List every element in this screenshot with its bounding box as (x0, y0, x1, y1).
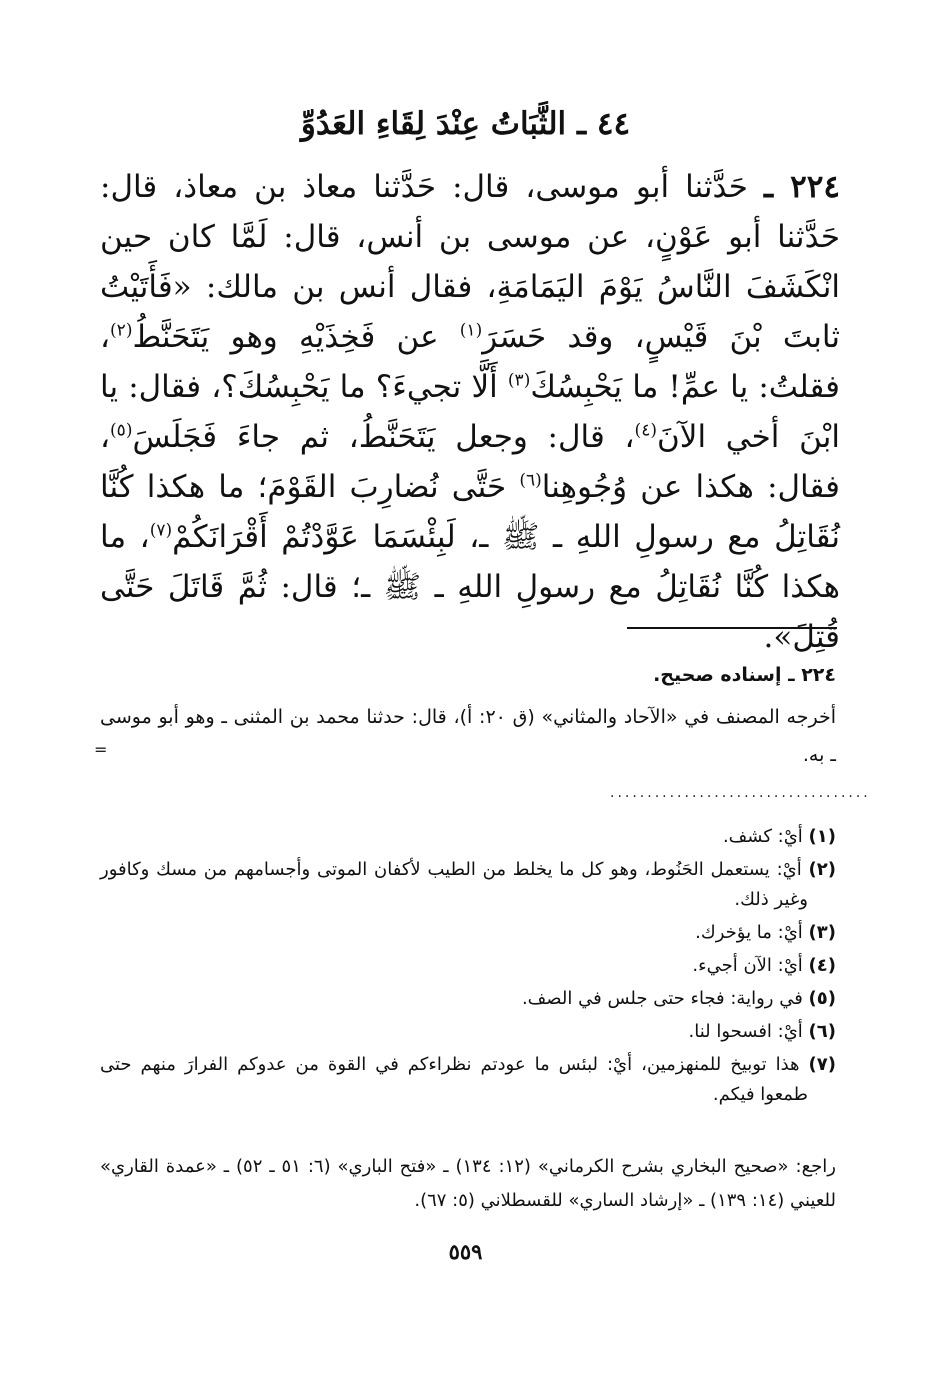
section-divider (627, 627, 837, 629)
hadith-segment-7: حَتَّى نُضارِبَ القَوْمَ؛ ما هكذا كُنَّا نُقَاتِلُ مع رسولِ اللهِ ـ ﷺ ـ، لَبِئْسَمَا عَوَّدْتُمْ أَقْرَانَكُمْ (100, 469, 840, 555)
footnote-7 (100, 1050, 836, 1110)
footnote-5 (100, 984, 836, 1014)
footnote-number: (٧) (808, 1054, 836, 1075)
hadith-segment-3: ، فقلتُ: يا عمِّ! ما يَحْبِسُكَ (100, 319, 841, 405)
footnote-number: (٦) (808, 1021, 836, 1042)
footnote-number: (١) (808, 826, 836, 847)
hadith-segment-2: عن فَخِذَيْهِ وهو يَتَحَنَّطُ (132, 319, 460, 355)
hadith-segment-4: أَلَّا تجيءَ؟ ما يَحْبِسُكَ؟، فقال: يا ابْنَ أخي الآنَ (100, 369, 840, 455)
footnote-6 (100, 1017, 836, 1047)
hadith-segment-6: ، فقال: هكذا عن وُجُوهِنا (100, 419, 840, 505)
footnote-text: أيْ: كشف. (722, 826, 809, 847)
isnad-heading: ٢٢٤ ـ إسناده صحيح. (653, 664, 836, 686)
footnote-text: هذا توبيخ للمنهزمين، أيْ: لبئس ما عودتم نظراءكم في القوة من عدوكم الفرارَ منهم حتى طمعوا فيكم. (100, 1054, 809, 1105)
footnote-ref-3[interactable]: (٣) (507, 370, 531, 391)
hadith-segment-5: ، قال: وجعل يَتَحَنَّطُ، ثم جاءَ فَجَلَسَ (132, 419, 635, 455)
continuation-mark: = (94, 740, 108, 759)
hadith-segment-1: حَدَّثنا أبو موسى، قال: حَدَّثنا معاذ بن معاذ، قال: حَدَّثنا أبو عَوْنٍ، عن موسى بن أنس، قال: لَمَّا كان حين انْكَشَفَ النَّاسُ يَوْمَ اليَمَامَةِ، فقال أنس بن مالك: «فَأَتَيْتُ ثابتَ بْنَ قَيْسٍ، وقد حَسَرَ (100, 169, 841, 355)
isnad-body: أخرجه المصنف في «الآحاد والمثاني» (ق ٢٠: أ)، قال: حدثنا محمد بن المثنى ـ وهو أبو موسى ـ به. (100, 706, 836, 766)
footnote-ref-4[interactable]: (٤) (634, 420, 658, 441)
hadith-number: ٢٢٤ ـ (764, 169, 841, 205)
footnote-text: أيْ: الآن أجيء. (692, 955, 809, 976)
footnote-4 (100, 951, 836, 981)
footnote-ref-2[interactable]: (٢) (110, 320, 133, 341)
footnote-text: أيْ: ما يؤخرك. (695, 922, 809, 943)
footnote-1 (100, 822, 836, 852)
footnote-number: (٢) (808, 859, 836, 880)
footnote-2 (100, 855, 836, 915)
footnote-ref-1[interactable]: (١) (459, 320, 483, 341)
footnote-ref-6[interactable]: (٦) (519, 470, 542, 491)
footnotes (100, 822, 836, 1113)
footnote-number: (٣) (808, 922, 836, 943)
reference-note: راجع: «صحيح البخاري بشرح الكرماني» (١٢: ١٣٤) ـ «فتح الباري» (٦: ٥١ ـ ٥٢) ـ «عمدة القاري» للعيني (١٤: ١٣٩) ـ «إرشاد الساري» للقسطلاني (٥: ٦٧). (100, 1156, 836, 1211)
footnote-text: أيْ: افسحوا لنا. (688, 1021, 809, 1042)
footnote-text: في رواية: فجاء حتى جلس في الصف. (521, 988, 809, 1009)
chapter-title: ٤٤ ـ الثَّبَاتُ عِنْدَ لِقَاءِ العَدُوِّ (300, 106, 631, 142)
dotted-separator: ................................... (610, 785, 871, 801)
hadith-segment-8: ، ما هكذا كُنَّا نُقَاتِلُ مع رسولِ اللهِ ـ ﷺ ـ؛ قال: ثُمَّ قَاتَلَ حَتَّى قُتِلَ». (100, 519, 840, 655)
footnote-number: (٤) (808, 955, 836, 976)
page-number: ٥٥٩ (448, 1239, 483, 1264)
footnote-number: (٥) (808, 988, 836, 1009)
footnote-ref-5[interactable]: (٥) (110, 420, 133, 441)
footnote-text: أيْ: يستعمل الحَنُوط، وهو كل ما يخلط من الطيب لأكفان الموتى وأجسامهم من مسك وكافور وغير ذلك. (100, 859, 809, 910)
hadith-text (100, 162, 840, 662)
footnote-ref-7[interactable]: (٧) (149, 520, 173, 541)
footnote-3 (100, 918, 836, 948)
